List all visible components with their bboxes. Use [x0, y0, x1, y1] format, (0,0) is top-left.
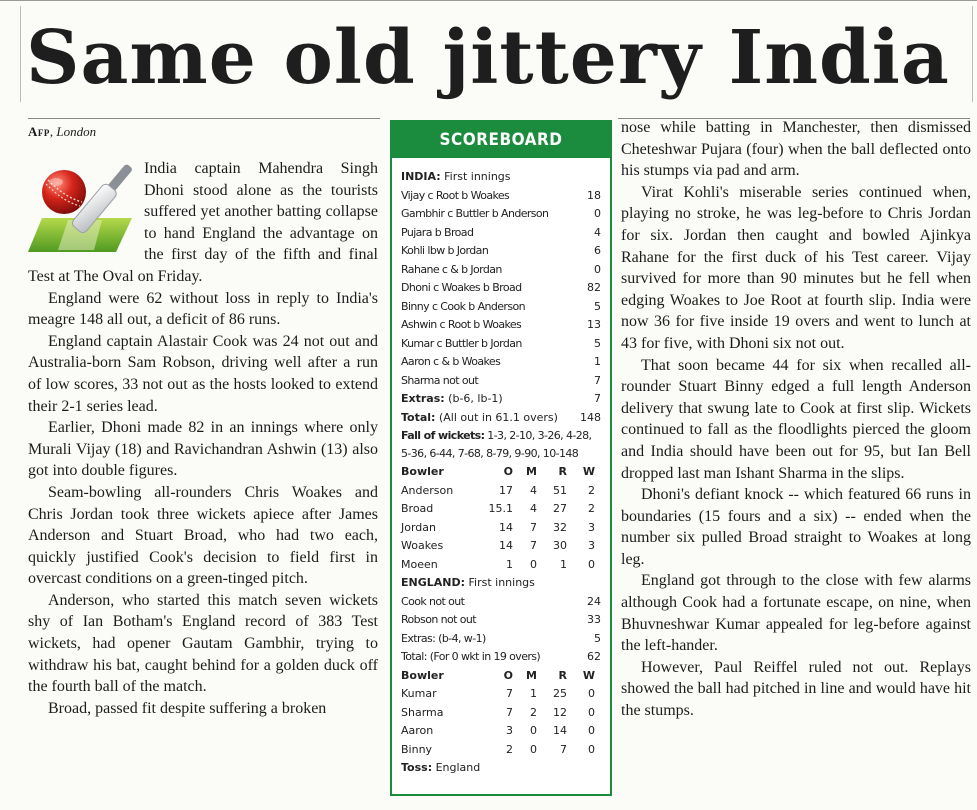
toss	[401, 759, 601, 778]
bowling-header-cell: O	[503, 465, 513, 478]
bowling-cell: 0	[530, 742, 537, 756]
bowling-row	[401, 556, 601, 575]
bowling-cell: 7	[560, 742, 567, 756]
bowling-cell: 0	[588, 557, 595, 571]
batsman-name: Gambhir c Buttler b Anderson	[401, 207, 549, 220]
right-rule	[972, 6, 973, 102]
total-detail: (All out in 61.1 overs)	[435, 410, 558, 424]
bowling-cell: 30	[553, 539, 567, 552]
bowling-cell: Kumar	[401, 687, 437, 700]
batsman-runs: 6	[594, 244, 601, 257]
bowling-header-row	[401, 463, 601, 482]
batting-row	[401, 611, 601, 630]
india-total	[401, 409, 601, 428]
batsman-runs: 18	[587, 188, 601, 202]
paragraph: Virat Kohli's miserable series continued when, playing no stroke, he was leg-before to Chris Jordan for six. Jordan then caught and bowled Ajinkya Rahane for the first duck of his Test career. Vijay survived for more than 90 minutes but he fell when edging Woakes to Joe Root at fourth slip. India were now 36 for five inside 19 overs and went to lunch at 43 for five, with Dhoni six not out.	[621, 183, 971, 352]
byline-city: London	[56, 124, 97, 139]
article-column-3	[621, 117, 971, 722]
batsman-runs: 5	[594, 336, 601, 350]
batsman-name: Cook not out	[401, 594, 465, 608]
bowling-cell: 0	[588, 742, 595, 756]
cricket-ball-bat-icon	[28, 158, 138, 254]
fall-of-wickets	[401, 427, 601, 463]
batsman-name: Sharma not out	[401, 373, 479, 387]
bowling-cell: 12	[553, 705, 567, 719]
india-innings-header	[401, 168, 601, 187]
england-bowling-table	[401, 463, 601, 574]
bowling-cell: 14	[499, 520, 513, 534]
bowling-row	[401, 500, 601, 519]
scoreboard	[390, 120, 612, 796]
batting-row	[401, 205, 601, 224]
bowling-cell: 15.1	[488, 502, 513, 515]
batting-row	[401, 298, 601, 317]
scoreboard-body	[392, 158, 610, 778]
bowling-cell: 27	[553, 502, 567, 515]
batsman-runs: 4	[594, 225, 601, 239]
innings-label: First innings	[440, 170, 511, 183]
paragraph: England captain Alastair Cook was 24 not out and Australia-born Sam Robson, driving well after a run of low scores, 33 not out as the hosts looked to extend their 2-1 series lead.	[28, 332, 378, 415]
bowling-cell: 7	[530, 520, 537, 534]
batsman-runs: 0	[594, 207, 601, 220]
paragraph: Earlier, Dhoni made 82 in an innings where only Murali Vijay (18) and Ravichandran Ashwin (13) also got into double figures.	[28, 419, 378, 480]
batsman-runs: 62	[587, 650, 601, 663]
byline-agency: Afp	[28, 124, 50, 139]
bowling-row	[401, 704, 601, 723]
bowling-cell: 7	[530, 539, 537, 552]
bowling-cell: 2	[588, 502, 595, 515]
bowling-cell: 2	[530, 705, 537, 719]
england-batting-list	[401, 593, 601, 667]
paragraph-text: India captain Mahendra Singh Dhoni stood alone as the tourists suffered yet another batting collapse to hand England the advantage on the first day of the fifth and final Test at The Oval on Friday.	[28, 160, 378, 285]
bowling-cell: 2	[506, 742, 513, 756]
bowling-cell: 0	[588, 724, 595, 737]
batsman-runs: 33	[587, 613, 601, 626]
batting-row	[401, 593, 601, 612]
bowling-cell: 51	[553, 483, 567, 497]
batting-row	[401, 242, 601, 261]
bowling-cell: Moeen	[401, 557, 438, 571]
toss-label: Toss:	[401, 761, 433, 774]
batting-row	[401, 187, 601, 206]
batting-row	[401, 279, 601, 298]
bowling-cell: 1	[506, 557, 513, 571]
bowling-cell: Sharma	[401, 705, 444, 719]
bowling-header-cell: M	[526, 465, 537, 478]
batsman-runs: 82	[587, 281, 601, 294]
paragraph: That soon became 44 for six when recalled all-rounder Stuart Binny edged a full length Anderson delivery that swung late to Cook at first slip. Wickets continued to fall as the floodlights pierced the gloom and India should have been out for 95, but Ian Bell dropped last man Ishant Sharma in the slips.	[621, 356, 971, 482]
headline: Same old jittery India	[26, 15, 950, 101]
top-rule	[0, 0, 977, 5]
bowling-header-cell: Bowler	[401, 668, 444, 682]
paragraph: England got through to the close with few alarms although Cook had a fortunate escape, on nine, when Bhuvneshwar Kumar appealed for leg-before against the left-hander.	[621, 572, 971, 655]
bowling-row	[401, 741, 601, 760]
bowling-cell: 17	[499, 483, 513, 497]
paragraph: nose while batting in Manchester, then dismissed Cheteshwar Pujara (four) when the ball deflected onto his stumps via pad and arm.	[621, 119, 971, 180]
bowling-row	[401, 482, 601, 501]
column-rule	[28, 118, 380, 119]
batsman-name: Vijay c Root b Woakes	[401, 188, 510, 202]
bowling-row	[401, 722, 601, 741]
batsman-name: Pujara b Broad	[401, 225, 474, 239]
india-extras	[401, 390, 601, 409]
batting-row	[401, 648, 601, 667]
bowling-row	[401, 537, 601, 556]
bowling-header-cell: W	[582, 668, 595, 682]
batting-row	[401, 224, 601, 243]
bowling-cell: 4	[530, 502, 537, 515]
batting-row	[401, 372, 601, 391]
batting-row	[401, 261, 601, 280]
bowling-header-cell: W	[582, 465, 595, 478]
extras-label: Extras:	[401, 392, 445, 405]
bowling-cell: 0	[588, 687, 595, 700]
batsman-name: Rahane c & b Jordan	[401, 262, 502, 276]
bowling-cell: Anderson	[401, 483, 454, 497]
bowling-cell: Jordan	[401, 520, 436, 534]
bowling-header-cell: O	[503, 668, 513, 682]
bowling-cell: 32	[553, 520, 567, 534]
article-column-1	[28, 158, 378, 719]
batting-row	[401, 630, 601, 649]
india-batting-list	[401, 187, 601, 391]
bowling-cell: 7	[506, 687, 513, 700]
bowling-cell: 3	[506, 724, 513, 737]
total-value: 148	[580, 410, 601, 424]
toss-value: England	[432, 761, 481, 774]
bowling-cell: 0	[588, 705, 595, 719]
bowling-cell: Woakes	[401, 539, 444, 552]
paragraph: England were 62 without loss in reply to India's meagre 148 all out, a deficit of 86 runs.	[28, 289, 378, 329]
batsman-name: Extras: (b-4, w-1)	[401, 631, 486, 645]
paragraph: Broad, passed fit despite suffering a broken	[48, 699, 327, 717]
batsman-runs: 13	[587, 318, 601, 331]
paragraph: Anderson, who started this match seven wickets shy of Ian Botham's England record of 383 Test wickets, had opener Gautam Gambhir, trying to withdraw his bat, caught behind for a golden duck off the fourth ball of the match.	[28, 591, 378, 696]
bowling-cell: 14	[553, 724, 567, 737]
fow-label: Fall of wickets:	[401, 429, 485, 442]
bowling-cell: 14	[499, 539, 513, 552]
bowling-cell: 3	[588, 539, 595, 552]
batsman-runs: 5	[594, 299, 601, 313]
batsman-name: Dhoni c Woakes b Broad	[401, 281, 522, 294]
india-label: INDIA:	[401, 170, 441, 183]
england-innings-header	[401, 574, 601, 593]
batsman-runs: 0	[594, 262, 601, 276]
bowling-header-cell: R	[558, 668, 567, 682]
bowling-cell: 2	[588, 483, 595, 497]
fow-detail: 1-3, 2-10, 3-26, 4-28, 5-36, 6-44, 7-68, 8-79, 9-90, 10-148	[401, 429, 592, 460]
bowling-row	[401, 519, 601, 538]
batsman-name: Total: (For 0 wkt in 19 overs)	[401, 650, 541, 663]
extras-detail: (b-6, lb-1)	[444, 392, 503, 405]
india-bowling-table	[401, 667, 601, 760]
bowling-cell: 1	[560, 557, 567, 571]
bowling-cell: 0	[530, 557, 537, 571]
bowling-header-row	[401, 667, 601, 686]
batsman-name: Kohli lbw b Jordan	[401, 244, 489, 257]
batsman-name: Aaron c & b Woakes	[401, 355, 501, 368]
bowling-cell: 1	[530, 687, 537, 700]
batsman-runs: 5	[594, 631, 601, 645]
bowling-cell: Binny	[401, 742, 433, 756]
bowling-cell: Broad	[401, 502, 434, 515]
bowling-header-cell: M	[526, 668, 537, 682]
batting-row	[401, 335, 601, 354]
paragraph: However, Paul Reiffel ruled not out. Replays showed the ball had pitched in line and would have hit the stumps.	[621, 658, 971, 720]
paragraph: Seam-bowling all-rounders Chris Woakes and Chris Jordan took three wickets apiece after James Anderson and Stuart Broad, who had two each, quickly justified Cook's decision to field first in overcast conditions on a green-tinged pitch.	[28, 483, 378, 588]
england-label: ENGLAND:	[401, 576, 466, 589]
batsman-name: Robson not out	[401, 613, 476, 626]
bowling-header-cell: R	[558, 465, 567, 478]
paragraph	[28, 158, 378, 288]
batsman-name: Binny c Cook b Anderson	[401, 299, 525, 313]
batsman-runs: 24	[587, 594, 601, 608]
paragraph: Dhoni's defiant knock -- which featured 66 runs in boundaries (15 fours and a six) -- ended when the number six pulled Broad straight to Woakes at long leg.	[621, 486, 971, 568]
batting-row	[401, 316, 601, 335]
bowling-cell: 0	[530, 724, 537, 737]
bowling-cell: 4	[530, 483, 537, 497]
batsman-name: Kumar c Buttler b Jordan	[401, 336, 522, 350]
left-rule	[20, 6, 21, 102]
batsman-runs: 7	[594, 373, 601, 387]
bowling-cell: 7	[506, 705, 513, 719]
bowling-cell: Aaron	[401, 724, 434, 737]
batting-row	[401, 353, 601, 372]
scoreboard-title: SCOREBOARD	[392, 122, 610, 158]
innings-label: First innings	[465, 576, 535, 589]
extras-value: 7	[594, 392, 601, 405]
total-label: Total:	[401, 410, 436, 424]
bowling-cell: 25	[553, 687, 567, 700]
bowling-row	[401, 685, 601, 704]
byline: Afp, London	[28, 124, 97, 139]
batsman-name: Ashwin c Root b Woakes	[401, 318, 522, 331]
bowling-cell: 3	[588, 520, 595, 534]
bowling-header-cell: Bowler	[401, 465, 444, 478]
batsman-runs: 1	[594, 355, 601, 368]
